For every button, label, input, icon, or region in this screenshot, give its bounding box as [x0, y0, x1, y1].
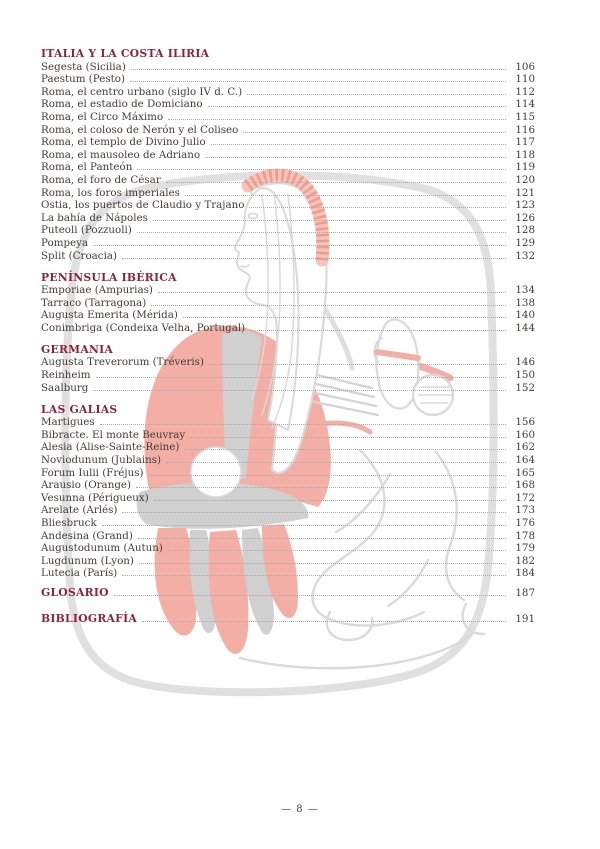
dotted-leader: [130, 81, 506, 82]
entry-page-number: 184: [515, 567, 535, 580]
toc-entry-row: [41, 136, 535, 149]
section-rows: [41, 356, 535, 394]
dotted-leader: [138, 538, 506, 539]
section-title: PENÍNSULA IBÉRICA: [41, 270, 177, 284]
toc-entry-row: [41, 236, 535, 249]
section-title: GERMANIA: [41, 342, 114, 356]
entry-label: Roma, el estadio de Domiciano: [41, 98, 203, 111]
entry-page-number: 187: [515, 586, 535, 599]
entry-label: Roma, el Panteón: [41, 161, 133, 174]
entry-label: Augusta Emerita (Mérida): [41, 309, 178, 322]
entry-label: Split (Croacia): [41, 249, 118, 262]
toc-entry-row: [41, 60, 535, 73]
dotted-leader: [168, 550, 506, 551]
entry-label: Forum Iulii (Fréjus): [41, 466, 144, 479]
entry-label: BIBLIOGRAFÍA: [41, 611, 138, 625]
toc-entry-row: [41, 85, 535, 98]
toc-entry-row: [41, 542, 535, 555]
toc-entry-row: [41, 123, 535, 136]
entry-page-number: 164: [515, 454, 535, 467]
entry-label: Bliesbruck: [41, 517, 97, 529]
entry-page-number: 178: [515, 529, 535, 542]
entry-page-number: 191: [515, 612, 535, 625]
entry-page-number: 179: [515, 542, 535, 555]
dotted-leader: [93, 245, 506, 246]
entry-label: Tarraco (Tarragona): [41, 296, 147, 309]
toc-entry-row: [41, 161, 535, 174]
entry-label: Lugdunum (Lyon): [41, 554, 134, 567]
entry-page-number: 146: [515, 356, 535, 369]
entry-label: Saalburg: [41, 381, 89, 394]
entry-page-number: 128: [515, 224, 535, 237]
entry-label: GLOSARIO: [41, 585, 109, 599]
toc-entry-row: [41, 491, 535, 504]
entry-label: Vesunna (Périgueux): [41, 491, 149, 504]
toc-entry-row: [41, 356, 535, 369]
entry-page-number: 150: [515, 369, 535, 382]
dotted-leader: [243, 132, 506, 133]
standalone-section-row: [41, 586, 535, 599]
entry-label: Roma, el Circo Máximo: [41, 110, 164, 123]
entry-page-number: 117: [515, 136, 535, 149]
toc-entry-row: [41, 148, 535, 161]
entry-page-number: 176: [515, 517, 535, 529]
section-rows: [41, 416, 535, 580]
entry-label: Paestum (Pesto): [41, 73, 126, 86]
entry-label: Lutecia (París): [41, 567, 118, 580]
dotted-leader: [183, 317, 506, 318]
section-title: ITALIA Y LA COSTA ILIRIA: [41, 47, 210, 60]
dotted-leader: [114, 595, 506, 596]
section-rows: [41, 284, 535, 334]
entry-page-number: 120: [515, 173, 535, 186]
toc-entry-row: [41, 416, 535, 429]
toc-entry-row: [41, 368, 535, 381]
dotted-leader: [102, 525, 506, 526]
section-title: LAS GALIAS: [41, 402, 118, 416]
dotted-leader: [190, 437, 506, 438]
dotted-leader: [151, 305, 506, 306]
entry-page-number: 106: [515, 60, 535, 73]
entry-label: Roma, el centro urbano (siglo IV d. C.): [41, 85, 243, 98]
dotted-leader: [131, 69, 506, 70]
entry-label: La bahía de Nápoles: [41, 211, 148, 224]
entry-label: Augusta Treverorum (Tréveris): [41, 356, 204, 369]
entry-page-number: 168: [515, 479, 535, 492]
entry-page-number: 156: [515, 416, 535, 429]
toc-entry-row: [41, 529, 535, 542]
dotted-leader: [154, 500, 506, 501]
entry-page-number: 160: [515, 428, 535, 441]
dotted-leader: [142, 621, 506, 622]
dotted-leader: [205, 157, 506, 158]
entry-page-number: 112: [515, 85, 535, 98]
entry-page-number: 182: [515, 554, 535, 567]
entry-page-number: 119: [515, 161, 535, 174]
toc-entry-row: [41, 284, 535, 297]
entry-page-number: 123: [515, 199, 535, 212]
entry-page-number: 110: [515, 73, 535, 86]
entry-label: Roma, los foros imperiales: [41, 186, 180, 199]
entry-label: Bibracte. El monte Beuvray: [41, 428, 186, 441]
page-footer: [0, 804, 600, 815]
toc-sections-container: [41, 47, 535, 625]
entry-label: Roma, el templo de Divino Julio: [41, 136, 206, 149]
dotted-leader: [137, 232, 506, 233]
entry-page-number: 138: [515, 296, 535, 309]
entry-page-number: 152: [515, 381, 535, 394]
dotted-leader: [166, 182, 506, 183]
toc-entry-row: [41, 309, 535, 322]
toc-entry-row: [41, 428, 535, 441]
entry-label: Puteoli (Pozzuoli): [41, 224, 132, 237]
toc-entry-row: [41, 186, 535, 199]
toc-entry-row: [41, 199, 535, 212]
entry-label: Reinheim: [41, 369, 91, 382]
dotted-leader: [247, 94, 506, 95]
entry-page-number: 115: [515, 110, 535, 123]
dotted-leader: [158, 292, 506, 293]
entry-page-number: 162: [515, 441, 535, 454]
dotted-leader: [139, 563, 506, 564]
dotted-leader: [137, 169, 506, 170]
entry-label: Andesina (Grand): [41, 529, 133, 542]
toc-section: [41, 403, 535, 580]
dotted-leader: [153, 220, 506, 221]
toc-entry-row: [41, 567, 535, 580]
folio-page-number: — 8 —: [281, 804, 319, 815]
dotted-leader: [208, 106, 506, 107]
entry-page-number: 116: [515, 123, 535, 136]
dotted-leader: [93, 390, 506, 391]
entry-label: Arausio (Orange): [41, 479, 132, 492]
toc-entry-row: [41, 73, 535, 86]
entry-page-number: 140: [515, 309, 535, 322]
dotted-leader: [122, 512, 506, 513]
toc-entry-row: [41, 173, 535, 186]
dotted-leader: [96, 377, 506, 378]
toc-entry-row: [41, 479, 535, 492]
dotted-leader: [184, 449, 506, 450]
entry-page-number: 172: [515, 491, 535, 504]
dotted-leader: [122, 575, 506, 576]
dotted-leader: [209, 364, 506, 365]
toc-entry-row: [41, 98, 535, 111]
entry-page-number: 129: [515, 236, 535, 249]
entry-page-number: 173: [515, 504, 535, 517]
dotted-leader: [250, 330, 506, 331]
toc-section: [41, 343, 535, 394]
toc-section: [41, 271, 535, 334]
toc-entry-row: [41, 321, 535, 334]
entry-label: Roma, el coloso de Nerón y el Coliseo: [41, 123, 239, 136]
section-rows: [41, 60, 535, 262]
standalone-section-row: [41, 612, 535, 625]
toc-section: [41, 47, 535, 262]
toc-entry-row: [41, 516, 535, 529]
toc-entry-row: [41, 381, 535, 394]
toc-entry-row: [41, 554, 535, 567]
dotted-leader: [149, 475, 506, 476]
toc-entry-row: [41, 453, 535, 466]
dotted-leader: [100, 424, 506, 425]
entry-page-number: 165: [515, 466, 535, 479]
toc-entry-row: [41, 441, 535, 454]
dotted-leader: [166, 462, 506, 463]
entry-label: Augustodunum (Autun): [41, 542, 163, 555]
entry-page-number: 144: [515, 321, 535, 334]
entry-page-number: 118: [515, 148, 535, 161]
dotted-leader: [168, 119, 506, 120]
entry-page-number: 121: [515, 186, 535, 199]
entry-page-number: 134: [515, 284, 535, 297]
toc-entry-row: [41, 110, 535, 123]
entry-label: Martigues: [41, 416, 95, 429]
entry-page-number: 132: [515, 249, 535, 262]
entry-label: Segesta (Sicilia): [41, 60, 126, 73]
toc-entry-row: [41, 466, 535, 479]
toc-entry-row: [41, 504, 535, 517]
entry-page-number: 126: [515, 211, 535, 224]
toc-entry-row: [41, 296, 535, 309]
dotted-leader: [136, 487, 506, 488]
dotted-leader: [185, 195, 506, 196]
dotted-leader: [122, 258, 506, 259]
dotted-leader: [211, 144, 506, 145]
entry-label: Alesia (Alise-Sainte-Reine): [41, 441, 180, 454]
entry-label: Roma, el mausoleo de Adriano: [41, 148, 201, 161]
entry-label: Pompeya: [41, 236, 89, 249]
toc-content: [41, 47, 535, 625]
entry-label: Noviodunum (Jublains): [41, 454, 162, 467]
toc-entry-row: [41, 249, 535, 262]
entry-label: Emporiae (Ampurias): [41, 284, 153, 297]
dotted-leader: [249, 207, 506, 208]
entry-label: Conimbriga (Condeixa Velha, Portugal): [41, 321, 246, 334]
entry-label: Ostia, los puertos de Claudio y Trajano: [41, 199, 245, 212]
entry-label: Roma, el foro de César: [41, 173, 161, 186]
entry-page-number: 114: [515, 98, 535, 111]
toc-entry-row: [41, 224, 535, 237]
toc-entry-row: [41, 211, 535, 224]
entry-label: Arelate (Arlés): [41, 504, 118, 517]
